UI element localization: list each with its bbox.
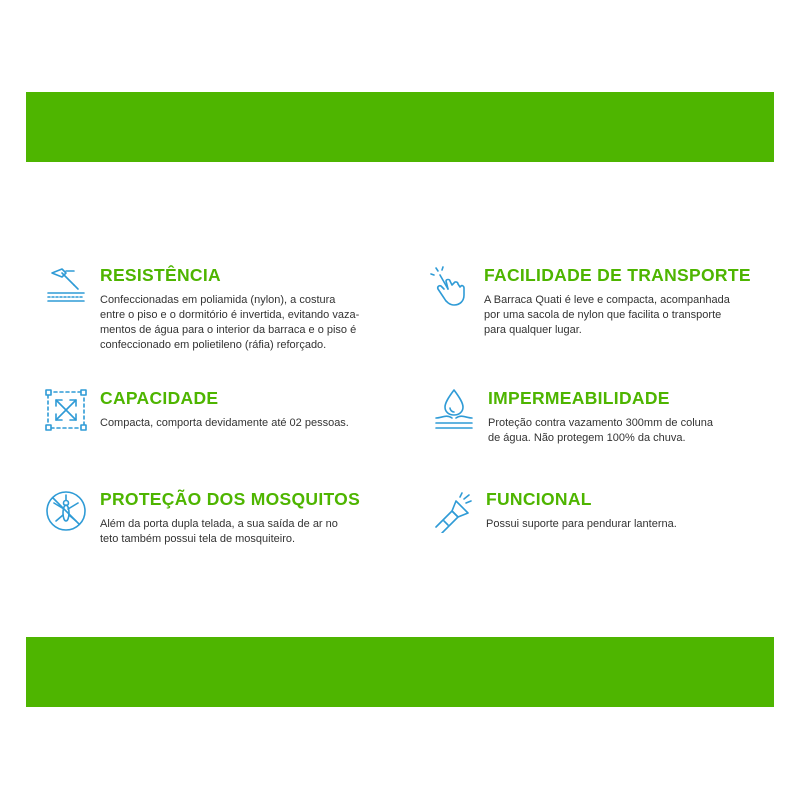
feature-description bbox=[100, 293, 395, 353]
desc-line: entre o piso e o dormitório é invertida, evitando vaza- bbox=[100, 309, 360, 321]
desc-line: A Barraca Quati é leve e compacta, acompanhada bbox=[484, 294, 730, 306]
feature-description bbox=[484, 293, 779, 338]
desc-line: para qualquer lugar. bbox=[484, 324, 582, 336]
desc-line: Possui suporte para pendurar lanterna. bbox=[486, 518, 677, 530]
feature-title: FUNCIONAL bbox=[486, 489, 592, 509]
feature-title: RESISTÊNCIA bbox=[100, 265, 221, 285]
feature-title: PROTEÇÃO DOS MOSQUITOS bbox=[100, 489, 361, 509]
desc-line: mentos de água para o interior da barraca e o piso é bbox=[100, 324, 357, 336]
feature-description bbox=[488, 416, 783, 446]
desc-line: Além da porta dupla telada, a sua saída de ar no bbox=[100, 518, 338, 530]
hammer-icon bbox=[44, 265, 88, 309]
desc-line: de água. Não protegem 100% da chuva. bbox=[488, 432, 686, 444]
desc-line: Compacta, comporta devidamente até 02 pessoas. bbox=[100, 417, 349, 429]
top-green-band bbox=[26, 92, 774, 162]
expand-arrows-icon bbox=[44, 388, 88, 432]
water-drop-icon bbox=[432, 388, 476, 432]
hand-tap-icon bbox=[428, 265, 472, 309]
bottom-green-band bbox=[26, 637, 774, 707]
desc-line: confeccionado em polietileno (ráfia) reforçado. bbox=[100, 339, 327, 351]
desc-line: Confeccionadas em poliamida (nylon), a costura bbox=[100, 294, 336, 306]
feature-description bbox=[486, 517, 781, 532]
desc-line: por uma sacola de nylon que facilita o transporte bbox=[484, 309, 722, 321]
feature-description bbox=[100, 517, 395, 547]
feature-title: IMPERMEABILIDADE bbox=[488, 388, 670, 408]
feature-description bbox=[100, 416, 395, 431]
no-mosquito-icon bbox=[44, 489, 88, 533]
feature-title: FACILIDADE DE TRANSPORTE bbox=[484, 265, 751, 285]
desc-line: Proteção contra vazamento 300mm de coluna bbox=[488, 417, 714, 429]
desc-line: teto também possui tela de mosquiteiro. bbox=[100, 533, 296, 545]
flashlight-icon bbox=[430, 489, 474, 533]
feature-title: CAPACIDADE bbox=[100, 388, 219, 408]
